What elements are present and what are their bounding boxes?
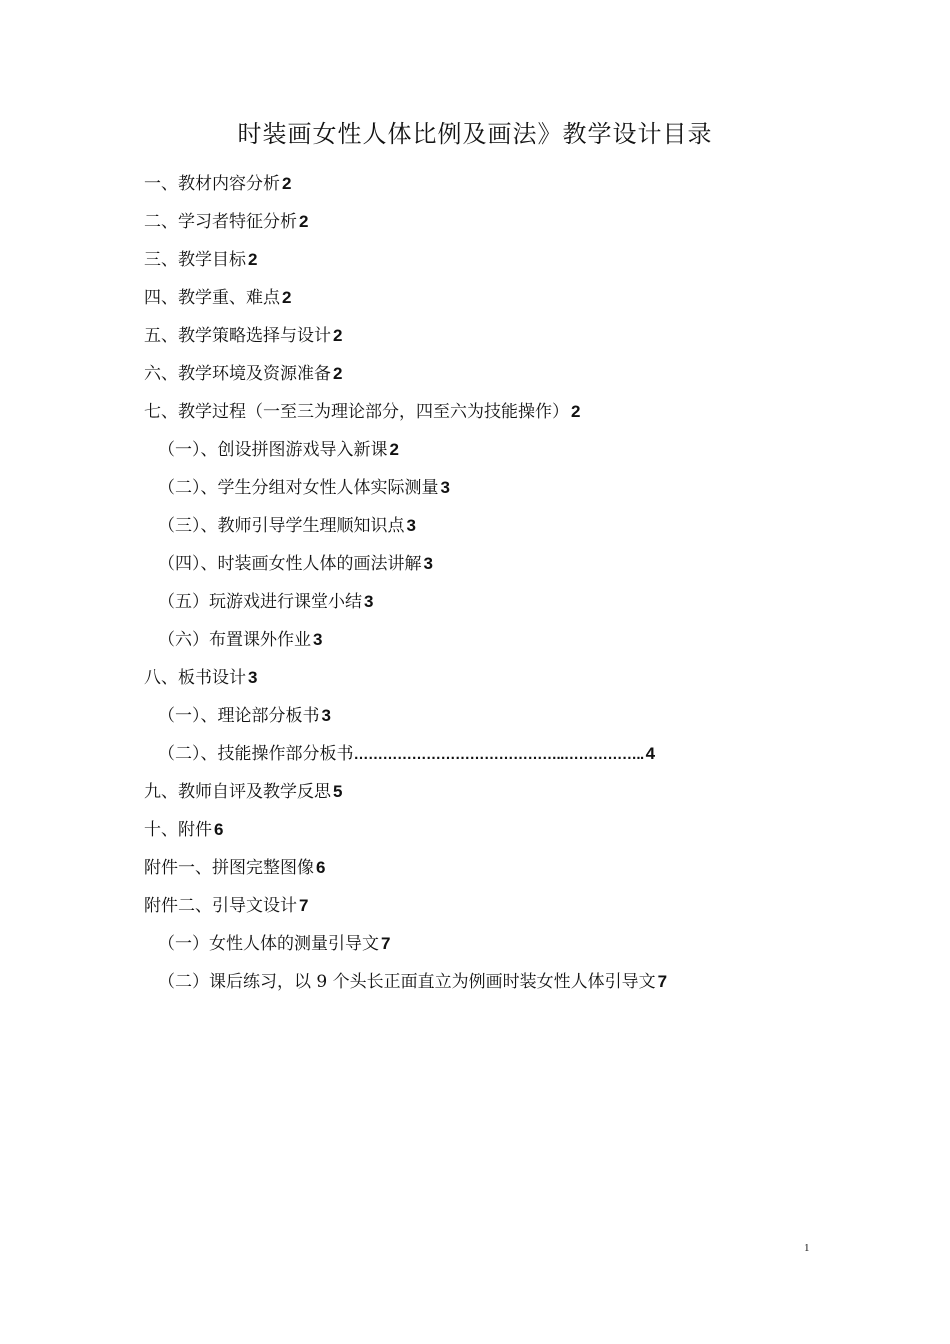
toc-entry-text: （一）、理论部分板书	[158, 706, 320, 726]
toc-entry[interactable]	[144, 697, 784, 735]
toc-entry[interactable]	[144, 849, 784, 887]
toc-entry-text: （一）女性人体的测量引导文	[158, 934, 379, 954]
toc-entry[interactable]	[144, 811, 784, 849]
toc-dot-leader: ……………………………………..……………..	[353, 746, 644, 763]
toc-entry-text: 十、附件	[144, 820, 212, 840]
toc-page-number: 3	[440, 478, 450, 497]
toc-entry[interactable]	[144, 279, 784, 317]
toc-page-number: 2	[282, 288, 292, 307]
toc-entry[interactable]	[144, 545, 784, 583]
toc-entry[interactable]	[144, 203, 784, 241]
toc-entry-text: 五、教学策略选择与设计	[144, 326, 331, 346]
toc-entry[interactable]	[144, 393, 784, 431]
toc-entry-text: （二）、学生分组对女性人体实际测量	[158, 478, 439, 498]
toc-page-number: 2	[333, 364, 343, 383]
toc-entry-text: 二、学习者特征分析	[144, 212, 297, 232]
toc-entry-text: 九、教师自评及教学反思	[144, 782, 331, 802]
toc-page-number: 3	[321, 706, 331, 725]
toc-page-number: 2	[248, 250, 258, 269]
toc-page-number: 6	[214, 820, 224, 839]
toc-page-number: 2	[571, 402, 581, 421]
toc-entry-text: 六、教学环境及资源准备	[144, 364, 331, 384]
toc-page-number: 7	[657, 972, 668, 991]
toc-page-number: 7	[299, 896, 309, 915]
toc-entry-text: 八、板书设计	[144, 668, 246, 688]
toc-page-number: 5	[333, 782, 343, 801]
toc-entry-text: 三、教学目标	[144, 250, 246, 270]
table-of-contents	[144, 165, 784, 1001]
toc-page-number: 4	[645, 744, 656, 763]
toc-page-number: 3	[423, 554, 433, 573]
toc-entry[interactable]	[144, 431, 784, 469]
toc-entry[interactable]	[144, 963, 784, 1001]
toc-entry[interactable]	[144, 241, 784, 279]
page-number: 1	[804, 1242, 810, 1254]
toc-entry[interactable]	[144, 583, 784, 621]
toc-entry-text: （二）、技能操作部分板书	[158, 744, 354, 764]
toc-entry-text: （六）布置课外作业	[158, 630, 311, 650]
toc-entry-text: 四、教学重、难点	[144, 288, 280, 308]
toc-entry[interactable]	[144, 659, 784, 697]
toc-entry[interactable]	[144, 317, 784, 355]
toc-page-number: 2	[299, 212, 309, 231]
document-title: 时装画女性人体比例及画法》教学设计目录	[237, 120, 713, 148]
toc-page-number: 3	[248, 668, 258, 687]
toc-entry-text: （五）玩游戏进行课堂小结	[158, 592, 362, 612]
toc-entry-text: （四）、时装画女性人体的画法讲解	[158, 554, 422, 574]
toc-entry-text: （二）课后练习，以 9 个头长正面直立为例画时装女性人体引导文	[158, 972, 656, 992]
toc-entry-text: 一、教材内容分析	[144, 174, 280, 194]
toc-page-number: 3	[364, 592, 374, 611]
toc-entry[interactable]	[144, 621, 784, 659]
toc-page-number: 6	[316, 858, 326, 877]
toc-page-number: 3	[406, 516, 416, 535]
toc-entry[interactable]	[144, 507, 784, 545]
toc-entry-text: 附件二、引导文设计	[144, 896, 297, 916]
toc-entry[interactable]	[144, 469, 784, 507]
toc-entry[interactable]	[144, 773, 784, 811]
toc-entry[interactable]	[144, 887, 784, 925]
toc-entry-text: （一）、创设拼图游戏导入新课	[158, 440, 388, 460]
toc-page-number: 2	[282, 174, 292, 193]
toc-entry-text: （三）、教师引导学生理顺知识点	[158, 516, 405, 536]
toc-entry-text: 附件一、拼图完整图像	[144, 858, 314, 878]
toc-entry[interactable]	[144, 925, 784, 963]
toc-entry[interactable]	[144, 355, 784, 393]
toc-entry[interactable]	[144, 165, 784, 203]
toc-entry-text: 七、教学过程（一至三为理论部分，四至六为技能操作）	[144, 402, 569, 422]
toc-page-number: 2	[389, 440, 399, 459]
toc-page-number: 2	[333, 326, 343, 345]
toc-entry[interactable]	[144, 735, 784, 773]
toc-page-number: 7	[381, 934, 391, 953]
toc-page-number: 3	[313, 630, 323, 649]
